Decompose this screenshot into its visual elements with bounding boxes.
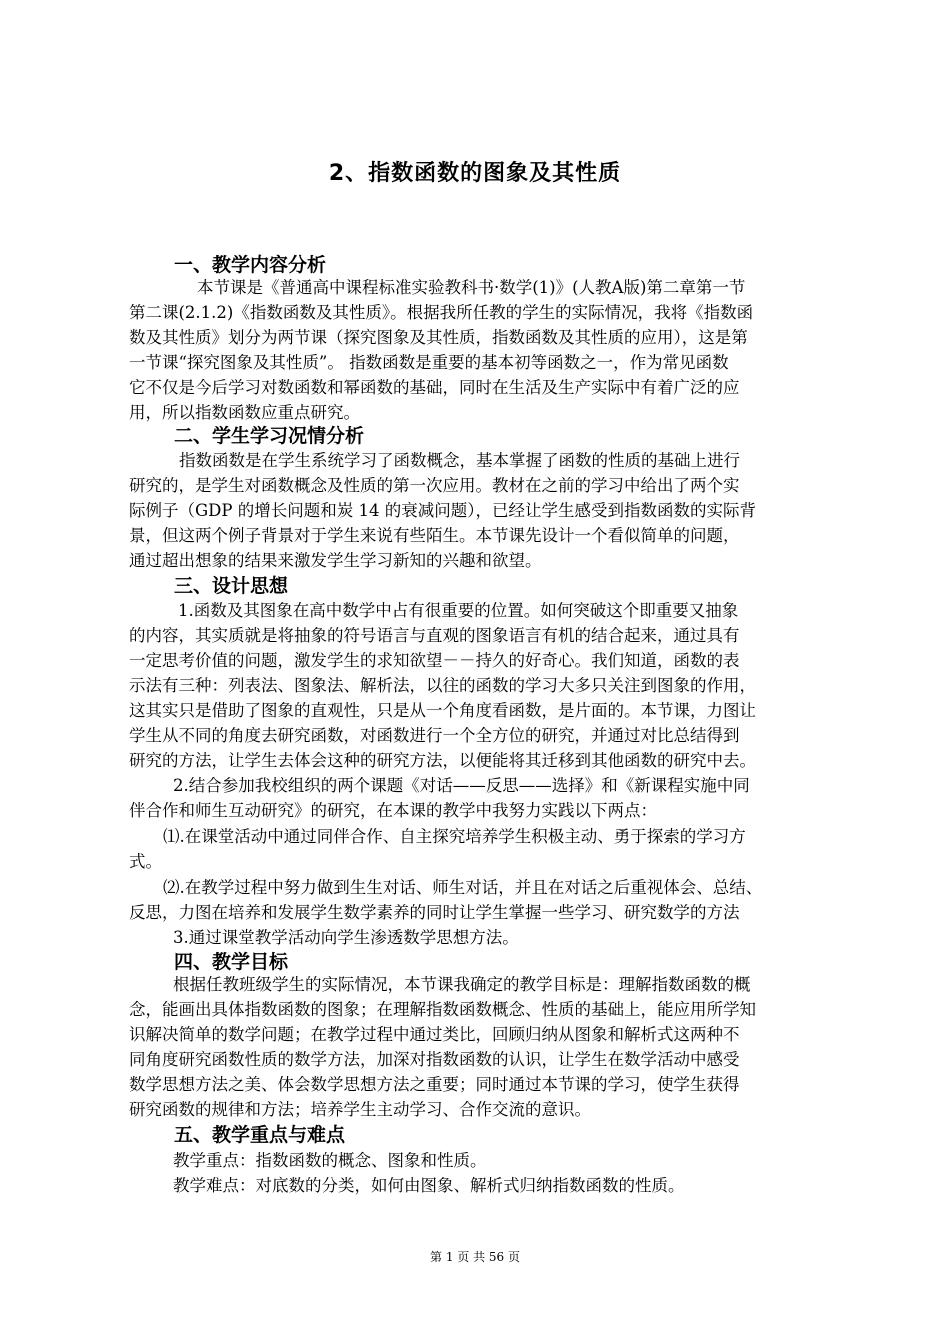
paragraph-line: 研究的，是学生对函数概念及性质的第一次应用。教材在之前的学习中给出了两个实 (129, 476, 740, 495)
paragraph-line: 教学重点：指数函数的概念、图象和性质。 (173, 1151, 487, 1170)
paragraph-line: 指数函数是在学生系统学习了函数概念，基本掌握了函数的性质的基础上进行 (179, 451, 740, 470)
paragraph-line: 反思，力图在培养和发展学生数学素养的同时让学生掌握一些学习、研究数学的方法 (129, 903, 740, 922)
paragraph-line: 景，但这两个例子背景对于学生来说有些陌生。本节课先设计一个看似简单的问题， (129, 526, 740, 545)
paragraph-line: 这其实只是借助了图象的直观性，只是从一个角度看函数，是片面的。本节课，力图让 (129, 701, 756, 720)
paragraph-line: ⑵.在教学过程中努力做到生生对话、师生对话，并且在对话之后重视体会、总结、 (163, 878, 763, 897)
paragraph-line: 用，所以指数函数应重点研究。 (129, 403, 360, 422)
document-title: 2、指数函数的图象及其性质 (328, 161, 622, 186)
paragraph-line: 研究的方法，让学生去体会这种的研究方法，以便能将其迁移到其他函数的研究中去。 (129, 751, 756, 770)
paragraph-line: 念，能画出具体指数函数的图象；在理解指数函数概念、性质的基础上，能应用所学知 (129, 1000, 756, 1019)
paragraph-line: 根据任教班级学生的实际情况，本节课我确定的教学目标是：理解指数函数的概 (173, 975, 751, 994)
paragraph-line: 通过超出想象的结果来激发学生学习新知的兴趣和欲望。 (129, 551, 542, 570)
section-heading-teaching-goals: 四、教学目标 (174, 951, 289, 973)
paragraph-line: 式。 (129, 852, 162, 871)
paragraph-line: 一节课“探究图象及其性质”。 指数函数是重要的基本初等函数之一，作为常见函数 (129, 353, 729, 372)
section-heading-student-analysis: 二、学生学习况情分析 (174, 425, 365, 447)
page-footer: 第 1 页 共 56 页 (430, 1250, 520, 1264)
paragraph-line: 教学难点：对底数的分类，如何由图象、解析式归纳指数函数的性质。 (173, 1176, 685, 1195)
paragraph-line: 3.通过课堂教学活动向学生渗透数学思想方法。 (173, 928, 519, 947)
paragraph-line: 数及其性质》划分为两节课（探究图象及其性质，指数函数及其性质的应用），这是第 (129, 328, 748, 347)
paragraph-line: ⑴.在课堂活动中通过同伴合作、自主探究培养学生积极主动、勇于探索的学习方 (163, 827, 746, 846)
section-heading-content-analysis: 一、教学内容分析 (174, 254, 327, 276)
paragraph-line: 数学思想方法之美、体会数学思想方法之重要；同时通过本节课的学习，使学生获得 (129, 1075, 740, 1094)
paragraph-line: 第二课(2.1.2)《指数函数及其性质》。根据我所任教的学生的实际情况，我将《指数函 (129, 303, 754, 322)
section-heading-key-points: 五、教学重点与难点 (174, 1124, 346, 1146)
paragraph-line: 2.结合参加我校组织的两个课题《对话——反思——选择》和《新课程实施中同 (173, 776, 750, 795)
paragraph-line: 示法有三种：列表法、图象法、解析法，以往的函数的学习大多只关注到图象的作用， (129, 676, 756, 695)
paragraph-line: 1.函数及其图象在高中数学中占有很重要的位置。如何突破这个即重要又抽象 (178, 601, 739, 620)
paragraph-line: 伴合作和师生互动研究》的研究，在本课的教学中我努力实践以下两点： (129, 801, 657, 820)
paragraph-line: 学生从不同的角度去研究函数，对函数进行一个全方位的研究，并通过对比总结得到 (129, 726, 740, 745)
paragraph-line: 研究函数的规律和方法；培养学生主动学习、合作交流的意识。 (129, 1100, 591, 1119)
section-heading-design-ideas: 三、设计思想 (174, 575, 289, 597)
paragraph-line: 际例子（GDP 的增长问题和炭 14 的衰减问题），已经让学生感受到指数函数的实际背 (129, 501, 756, 520)
paragraph-line: 本节课是《普通高中课程标准实验教科书·数学(1)》(人教A版)第二章第一节 (197, 278, 746, 297)
paragraph-line: 识解决简单的数学问题；在教学过程中通过类比，回顾归纳从图象和解析式这两种不 (129, 1025, 740, 1044)
paragraph-line: 它不仅是今后学习对数函数和幂函数的基础，同时在生活及生产实际中有着广泛的应 (129, 378, 740, 397)
paragraph-line: 一定思考价值的问题，激发学生的求知欲望－－持久的好奇心。我们知道，函数的表 (129, 651, 740, 670)
paragraph-line: 同角度研究函数性质的数学方法，加深对指数函数的认识，让学生在数学活动中感受 (129, 1050, 740, 1069)
paragraph-line: 的内容，其实质就是将抽象的符号语言与直观的图象语言有机的结合起来，通过具有 (129, 626, 740, 645)
